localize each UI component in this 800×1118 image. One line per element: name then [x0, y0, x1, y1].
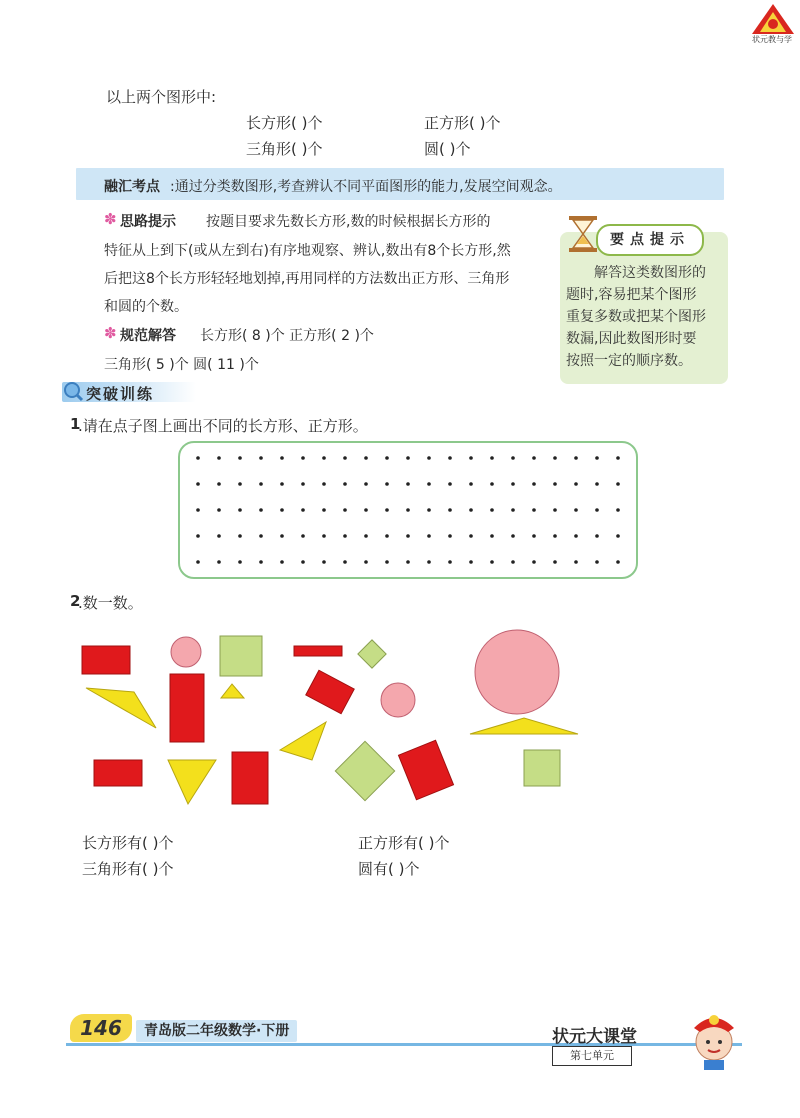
grid-dot[interactable] — [448, 534, 452, 538]
grid-dot[interactable] — [343, 456, 347, 460]
grid-dot[interactable] — [259, 534, 263, 538]
q2-square: 正方形有( )个 — [358, 834, 450, 852]
grid-dot[interactable] — [532, 534, 536, 538]
circle-shape — [475, 630, 559, 714]
answer-line-1: 长方形( 8 )个 正方形( 2 )个 — [200, 328, 374, 344]
hint-label: 思路提示 — [120, 214, 176, 230]
grid-dot[interactable] — [259, 508, 263, 512]
grid-dot[interactable] — [574, 508, 578, 512]
grid-dot[interactable] — [364, 456, 368, 460]
grid-dot[interactable] — [217, 482, 221, 486]
grid-dot[interactable] — [511, 456, 515, 460]
brand-name: 状元大课堂 — [552, 1027, 637, 1047]
grid-dot[interactable] — [595, 534, 599, 538]
grid-dot[interactable] — [280, 560, 284, 564]
grid-dot[interactable] — [364, 534, 368, 538]
circle-shape — [381, 683, 415, 717]
grid-dot[interactable] — [427, 560, 431, 564]
grid-dot[interactable] — [364, 482, 368, 486]
grid-dot[interactable] — [490, 482, 494, 486]
grid-dot[interactable] — [238, 482, 242, 486]
section-title: 突破训练 — [86, 385, 155, 403]
grid-dot[interactable] — [490, 456, 494, 460]
grid-dot[interactable] — [406, 456, 410, 460]
grid-dot[interactable] — [616, 482, 620, 486]
tip-title: 要点提示 — [596, 224, 704, 256]
grid-dot[interactable] — [238, 456, 242, 460]
grid-dot[interactable] — [574, 482, 578, 486]
triangle-shape — [86, 688, 156, 728]
grid-dot[interactable] — [196, 482, 200, 486]
grid-dot[interactable] — [469, 508, 473, 512]
square-shape — [335, 741, 394, 800]
magnifier-icon — [62, 380, 84, 402]
grid-dot[interactable] — [301, 456, 305, 460]
grid-dot[interactable] — [427, 456, 431, 460]
grid-dot[interactable] — [553, 482, 557, 486]
grid-dot[interactable] — [259, 456, 263, 460]
q1-number: 1 — [70, 415, 81, 433]
grid-dot[interactable] — [259, 560, 263, 564]
triangle-shape — [168, 760, 216, 804]
grid-dot[interactable] — [553, 560, 557, 564]
grid-dot[interactable] — [301, 508, 305, 512]
grid-dot[interactable] — [490, 560, 494, 564]
book-title: 青岛版二年级数学·下册 — [136, 1020, 297, 1042]
rectangle-shape — [232, 752, 268, 804]
square-shape — [524, 750, 560, 786]
summary-tri: 三角形( )个 — [246, 140, 323, 158]
grid-dot[interactable] — [553, 534, 557, 538]
grid-dot[interactable] — [532, 560, 536, 564]
grid-dot[interactable] — [427, 534, 431, 538]
hint-line-1: 按题目要求先数长方形,数的时候根据长方形的 — [206, 214, 491, 230]
grid-dot[interactable] — [280, 456, 284, 460]
grid-dot[interactable] — [385, 482, 389, 486]
summary-rect: 长方形( )个 — [246, 114, 323, 132]
tip-line: 数漏,因此数图形时要 — [566, 331, 697, 347]
summary-circle: 圆( )个 — [424, 140, 471, 158]
rectangle-shape — [170, 674, 204, 742]
grid-dot[interactable] — [196, 560, 200, 564]
grid-dot[interactable] — [364, 508, 368, 512]
flower-icon: ✽ — [104, 324, 117, 342]
grid-dot[interactable] — [343, 534, 347, 538]
grid-dot[interactable] — [448, 560, 452, 564]
grid-dot[interactable] — [259, 482, 263, 486]
q2-tri: 三角形有( )个 — [82, 860, 174, 878]
grid-dot[interactable] — [469, 456, 473, 460]
grid-dot[interactable] — [322, 456, 326, 460]
q2-number: 2 — [70, 592, 81, 610]
grid-dot[interactable] — [595, 482, 599, 486]
grid-dot[interactable] — [280, 508, 284, 512]
rectangle-shape — [82, 646, 130, 674]
grid-dot[interactable] — [196, 534, 200, 538]
grid-dot[interactable] — [280, 534, 284, 538]
unit-label: 第七单元 — [552, 1046, 632, 1066]
banner-text: :通过分类数图形,考查辨认不同平面图形的能力,发展空间观念。 — [170, 179, 562, 195]
grid-dot[interactable] — [322, 482, 326, 486]
grid-dot[interactable] — [511, 508, 515, 512]
rectangle-shape — [294, 646, 342, 656]
grid-dot[interactable] — [301, 482, 305, 486]
triangle-shape — [221, 684, 244, 698]
hourglass-icon — [566, 214, 600, 254]
grid-dot[interactable] — [217, 534, 221, 538]
grid-dot[interactable] — [511, 482, 515, 486]
circle-shape — [171, 637, 201, 667]
hint-line-4: 和圆的个数。 — [104, 299, 188, 315]
grid-dot[interactable] — [217, 560, 221, 564]
grid-dot[interactable] — [574, 534, 578, 538]
grid-dot[interactable] — [469, 534, 473, 538]
grid-dot[interactable] — [616, 534, 620, 538]
answer-line-2: 三角形( 5 )个 圆( 11 )个 — [104, 357, 259, 373]
tip-line: 解答这类数图形的 — [594, 265, 706, 281]
grid-dot[interactable] — [574, 456, 578, 460]
tip-line: 按照一定的顺序数。 — [566, 353, 692, 369]
grid-dot[interactable] — [385, 560, 389, 564]
tip-line: 题时,容易把某个图形 — [566, 287, 697, 303]
rectangle-shape — [306, 670, 354, 714]
grid-dot[interactable] — [406, 482, 410, 486]
square-shape — [358, 640, 386, 668]
grid-dot[interactable] — [406, 508, 410, 512]
hint-line-2: 特征从上到下(或从左到右)有序地观察、辨认,数出有8个长方形,然 — [104, 243, 511, 259]
grid-dot[interactable] — [532, 482, 536, 486]
grid-dot[interactable] — [448, 482, 452, 486]
hint-line-3: 后把这8个长方形轻轻地划掉,再用同样的方法数出正方形、三角形 — [104, 271, 510, 287]
grid-dot[interactable] — [448, 456, 452, 460]
grid-dot[interactable] — [511, 560, 515, 564]
grid-dot[interactable] — [343, 560, 347, 564]
grid-dot[interactable] — [427, 482, 431, 486]
rectangle-shape — [94, 760, 142, 786]
triangle-shape — [280, 722, 326, 760]
rectangle-shape — [398, 740, 453, 799]
tip-line: 重复多数或把某个图形 — [566, 309, 706, 325]
summary-square: 正方形( )个 — [424, 114, 501, 132]
grid-dot[interactable] — [406, 534, 410, 538]
grid-dot[interactable] — [532, 456, 536, 460]
grid-dot[interactable] — [385, 456, 389, 460]
grid-dot[interactable] — [196, 456, 200, 460]
banner-label: 融汇考点 — [104, 179, 160, 195]
grid-dot[interactable] — [238, 560, 242, 564]
answer-label: 规范解答 — [120, 328, 176, 344]
flower-icon: ✽ — [104, 210, 117, 228]
grid-dot[interactable] — [385, 534, 389, 538]
q2-text: .数一数。 — [78, 594, 143, 612]
grid-dot[interactable] — [406, 560, 410, 564]
page-number: 146 — [70, 1014, 132, 1042]
grid-dot[interactable] — [343, 482, 347, 486]
grid-dot[interactable] — [196, 508, 200, 512]
grid-dot[interactable] — [490, 534, 494, 538]
grid-dot[interactable] — [616, 456, 620, 460]
grid-dot[interactable] — [217, 456, 221, 460]
grid-dot[interactable] — [595, 560, 599, 564]
grid-dot[interactable] — [322, 560, 326, 564]
grid-dot[interactable] — [238, 534, 242, 538]
footer-rule — [66, 1043, 742, 1046]
grid-dot[interactable] — [616, 560, 620, 564]
grid-dot[interactable] — [553, 456, 557, 460]
grid-dot[interactable] — [616, 508, 620, 512]
grid-dot[interactable] — [217, 508, 221, 512]
dot-grid[interactable] — [178, 441, 638, 579]
grid-dot[interactable] — [595, 456, 599, 460]
grid-dot[interactable] — [532, 508, 536, 512]
square-shape — [220, 636, 262, 676]
triangle-shape — [470, 718, 578, 734]
grid-dot[interactable] — [574, 560, 578, 564]
grid-dot[interactable] — [553, 508, 557, 512]
shapes-figure — [76, 626, 586, 806]
grid-dot[interactable] — [511, 534, 515, 538]
q1-text: .请在点子图上画出不同的长方形、正方形。 — [78, 417, 368, 435]
grid-dot[interactable] — [322, 534, 326, 538]
logo-caption: 状元教与学 — [752, 35, 792, 44]
grid-dot[interactable] — [490, 508, 494, 512]
grid-dot[interactable] — [385, 508, 389, 512]
grid-dot[interactable] — [238, 508, 242, 512]
q2-rect: 长方形有( )个 — [82, 834, 174, 852]
grid-dot[interactable] — [427, 508, 431, 512]
summary-intro: 以上两个图形中: — [106, 88, 217, 106]
grid-dot[interactable] — [301, 534, 305, 538]
grid-dot[interactable] — [364, 560, 368, 564]
grid-dot[interactable] — [322, 508, 326, 512]
grid-dot[interactable] — [595, 508, 599, 512]
grid-dot[interactable] — [469, 560, 473, 564]
grid-dot[interactable] — [469, 482, 473, 486]
grid-dot[interactable] — [448, 508, 452, 512]
grid-dot[interactable] — [343, 508, 347, 512]
grid-dot[interactable] — [280, 482, 284, 486]
q2-circle: 圆有( )个 — [358, 860, 420, 878]
mascot-icon — [682, 1006, 746, 1070]
grid-dot[interactable] — [301, 560, 305, 564]
